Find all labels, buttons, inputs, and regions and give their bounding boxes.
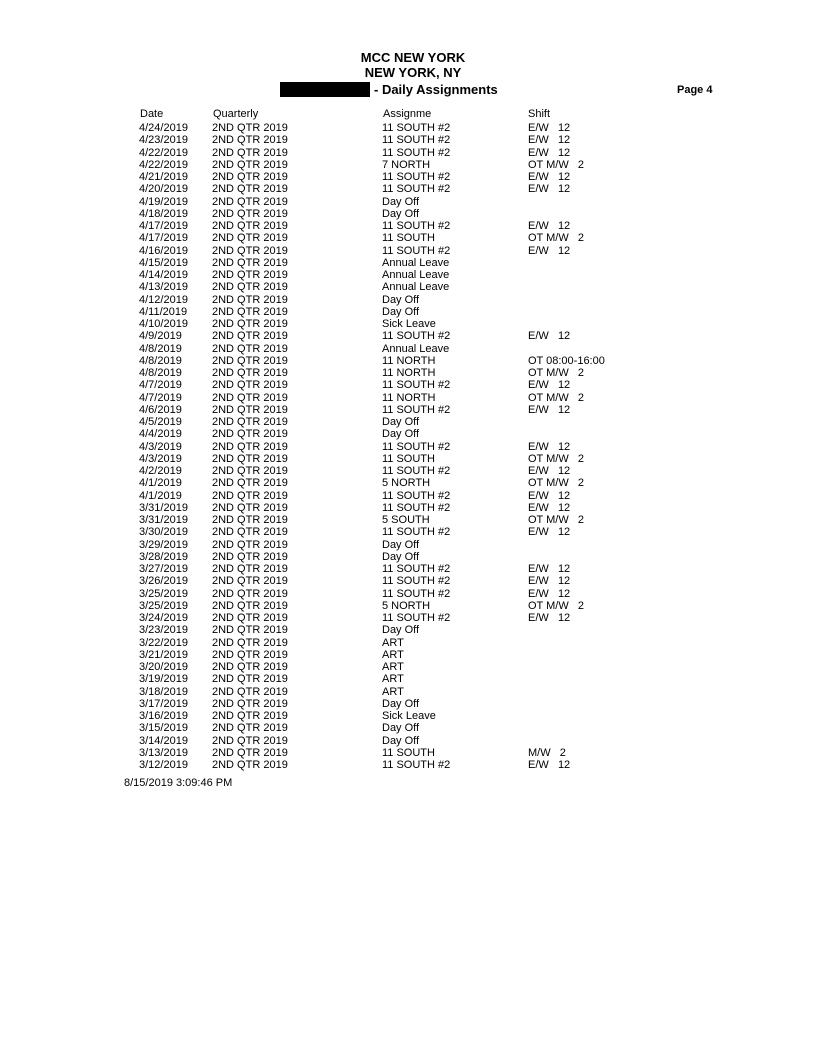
cell-date: 4/15/2019 (139, 256, 188, 269)
cell-assignment: 11 SOUTH #2 (382, 146, 451, 159)
cell-date: 4/8/2019 (139, 354, 182, 367)
cell-shift: OT M/W 2 (528, 514, 585, 526)
cell-quarterly: 2ND QTR 2019 (212, 550, 288, 563)
cell-assignment: 11 SOUTH #2 (382, 440, 451, 453)
cell-assignment: Day Off (382, 305, 420, 318)
cell-assignment: Day Off (382, 195, 420, 208)
cell-shift: E/W 12 (528, 403, 571, 416)
cell-date: 4/23/2019 (139, 134, 188, 147)
cell-date: 4/5/2019 (139, 416, 182, 428)
cell-shift: E/W 12 (528, 244, 571, 257)
cell-shift: OT M/W 2 (528, 599, 585, 612)
cell-assignment: 11 SOUTH #2 (382, 379, 451, 392)
cell-assignment: Sick Leave (382, 710, 436, 722)
cell-assignment: 11 SOUTH #2 (382, 587, 451, 600)
cell-assignment: 5 SOUTH (382, 514, 430, 526)
cell-quarterly: 2ND QTR 2019 (212, 269, 288, 281)
cell-quarterly: 2ND QTR 2019 (212, 673, 288, 686)
cell-quarterly: 2ND QTR 2019 (212, 379, 288, 392)
table-row (0, 232, 816, 244)
cell-quarterly: 2ND QTR 2019 (212, 244, 288, 257)
cell-quarterly: 2ND QTR 2019 (212, 514, 288, 526)
cell-shift: OT M/W 2 (528, 158, 585, 171)
cell-assignment: Day Off (382, 697, 420, 710)
cell-date: 4/6/2019 (139, 403, 182, 416)
cell-quarterly: 2ND QTR 2019 (212, 391, 288, 404)
cell-assignment: Day Off (382, 293, 420, 306)
cell-shift: E/W 12 (528, 330, 571, 343)
cell-date: 3/23/2019 (139, 624, 188, 637)
cell-date: 3/30/2019 (139, 526, 188, 539)
cell-date: 4/17/2019 (139, 220, 188, 232)
cell-date: 3/18/2019 (139, 685, 188, 698)
cell-shift: E/W 12 (528, 526, 571, 539)
cell-assignment: 11 SOUTH #2 (382, 489, 451, 502)
cell-date: 3/31/2019 (139, 514, 188, 526)
cell-shift: E/W 12 (528, 575, 571, 588)
table-row (0, 343, 816, 355)
table-row (0, 575, 816, 587)
cell-quarterly: 2ND QTR 2019 (212, 416, 288, 428)
cell-quarterly: 2ND QTR 2019 (212, 256, 288, 269)
cell-date: 4/4/2019 (139, 428, 182, 441)
cell-quarterly: 2ND QTR 2019 (212, 220, 288, 232)
cell-assignment: 5 NORTH (382, 599, 431, 612)
cell-assignment: 11 SOUTH #2 (382, 759, 451, 771)
cell-quarterly: 2ND QTR 2019 (212, 575, 288, 588)
cell-date: 3/31/2019 (139, 501, 188, 514)
table-row (0, 514, 816, 526)
cell-quarterly: 2ND QTR 2019 (212, 612, 288, 624)
cell-assignment: ART (382, 636, 404, 649)
cell-quarterly: 2ND QTR 2019 (212, 134, 288, 147)
cell-quarterly: 2ND QTR 2019 (212, 685, 288, 698)
cell-assignment: 11 SOUTH #2 (382, 526, 451, 539)
cell-assignment: 7 NORTH (382, 158, 431, 171)
cell-assignment: 11 NORTH (382, 391, 436, 404)
cell-quarterly: 2ND QTR 2019 (212, 183, 288, 196)
cell-quarterly: 2ND QTR 2019 (212, 746, 288, 759)
table-row (0, 257, 816, 269)
cell-date: 3/22/2019 (139, 636, 188, 649)
table-row (0, 306, 816, 318)
cell-shift: E/W 12 (528, 122, 571, 134)
cell-date: 3/21/2019 (139, 648, 188, 661)
cell-assignment: ART (382, 685, 404, 698)
report-subtitle: - Daily Assignments (374, 82, 498, 97)
cell-assignment: 11 SOUTH #2 (382, 244, 451, 257)
cell-date: 3/27/2019 (139, 563, 188, 575)
cell-date: 4/10/2019 (139, 318, 188, 330)
cell-shift: E/W 12 (528, 171, 571, 183)
table-row (0, 490, 816, 502)
cell-assignment: ART (382, 648, 404, 661)
cell-assignment: 11 SOUTH #2 (382, 465, 451, 477)
cell-assignment: 11 SOUTH #2 (382, 122, 451, 134)
cell-assignment: ART (382, 673, 404, 686)
cell-date: 3/26/2019 (139, 575, 188, 588)
column-header-quarterly: Quarterly (213, 108, 259, 120)
cell-shift: E/W 12 (528, 759, 571, 771)
print-timestamp: 8/15/2019 3:09:46 PM (124, 777, 233, 789)
table-row (0, 624, 816, 636)
cell-quarterly: 2ND QTR 2019 (212, 318, 288, 330)
cell-assignment: 11 SOUTH (382, 232, 435, 245)
cell-date: 3/29/2019 (139, 538, 188, 551)
table-row (0, 379, 816, 391)
table-row (0, 477, 816, 489)
cell-quarterly: 2ND QTR 2019 (212, 563, 288, 575)
cell-quarterly: 2ND QTR 2019 (212, 489, 288, 502)
cell-date: 4/21/2019 (139, 171, 188, 183)
cell-assignment: Annual Leave (382, 281, 450, 294)
table-row (0, 183, 816, 195)
table-row (0, 539, 816, 551)
cell-quarterly: 2ND QTR 2019 (212, 342, 288, 355)
cell-quarterly: 2ND QTR 2019 (212, 367, 288, 379)
cell-assignment: Day Off (382, 538, 420, 551)
table-row (0, 465, 816, 477)
table-row (0, 722, 816, 734)
table-row (0, 563, 816, 575)
cell-date: 3/15/2019 (139, 722, 188, 735)
cell-quarterly: 2ND QTR 2019 (212, 281, 288, 294)
cell-date: 4/22/2019 (139, 158, 188, 171)
cell-assignment: 11 NORTH (382, 367, 436, 379)
table-row (0, 612, 816, 624)
redacted-name-block (280, 82, 370, 97)
cell-date: 4/12/2019 (139, 293, 188, 306)
cell-assignment: Day Off (382, 207, 420, 220)
cell-date: 3/14/2019 (139, 734, 188, 747)
cell-shift: E/W 12 (528, 489, 571, 502)
cell-date: 4/16/2019 (139, 244, 188, 257)
cell-assignment: 11 SOUTH #2 (382, 612, 451, 624)
cell-quarterly: 2ND QTR 2019 (212, 599, 288, 612)
cell-assignment: 11 SOUTH #2 (382, 575, 451, 588)
cell-assignment: 11 SOUTH #2 (382, 330, 451, 343)
cell-date: 4/20/2019 (139, 183, 188, 196)
table-row (0, 526, 816, 538)
cell-date: 4/1/2019 (139, 489, 182, 502)
assignment-table (0, 122, 816, 771)
cell-date: 4/19/2019 (139, 195, 188, 208)
table-row (0, 453, 816, 465)
table-row (0, 220, 816, 232)
cell-assignment: Day Off (382, 416, 420, 428)
cell-date: 3/16/2019 (139, 710, 188, 722)
cell-assignment: 11 SOUTH #2 (382, 403, 451, 416)
table-row (0, 637, 816, 649)
table-row (0, 710, 816, 722)
report-title-facility: MCC NEW YORK (360, 50, 466, 65)
cell-assignment: 11 SOUTH #2 (382, 563, 451, 575)
cell-assignment: 11 SOUTH #2 (382, 220, 451, 232)
table-row (0, 686, 816, 698)
table-row (0, 747, 816, 759)
cell-date: 4/9/2019 (139, 330, 182, 343)
cell-date: 3/12/2019 (139, 759, 188, 771)
cell-shift: E/W 12 (528, 146, 571, 159)
cell-shift: M/W 2 (528, 746, 566, 759)
cell-quarterly: 2ND QTR 2019 (212, 207, 288, 220)
cell-assignment: ART (382, 661, 404, 673)
cell-quarterly: 2ND QTR 2019 (212, 305, 288, 318)
cell-shift: E/W 12 (528, 183, 571, 196)
cell-assignment: Day Off (382, 428, 420, 441)
table-row (0, 159, 816, 171)
cell-assignment: 11 NORTH (382, 354, 436, 367)
table-row (0, 355, 816, 367)
cell-shift: OT M/W 2 (528, 477, 585, 490)
cell-assignment: 5 NORTH (382, 477, 431, 490)
cell-assignment: 11 SOUTH #2 (382, 134, 451, 147)
cell-date: 3/20/2019 (139, 661, 188, 673)
cell-date: 3/24/2019 (139, 612, 188, 624)
table-row (0, 245, 816, 257)
cell-date: 4/3/2019 (139, 452, 182, 465)
cell-quarterly: 2ND QTR 2019 (212, 636, 288, 649)
cell-quarterly: 2ND QTR 2019 (212, 293, 288, 306)
cell-shift: OT M/W 2 (528, 391, 585, 404)
cell-date: 3/25/2019 (139, 599, 188, 612)
cell-date: 3/19/2019 (139, 673, 188, 686)
table-row (0, 367, 816, 379)
cell-shift: E/W 12 (528, 587, 571, 600)
cell-date: 4/14/2019 (139, 269, 188, 281)
table-row (0, 134, 816, 146)
column-header-shift: Shift (528, 108, 551, 120)
cell-date: 4/8/2019 (139, 342, 182, 355)
cell-date: 4/7/2019 (139, 391, 182, 404)
table-row (0, 294, 816, 306)
cell-assignment: 11 SOUTH (382, 746, 435, 759)
cell-quarterly: 2ND QTR 2019 (212, 354, 288, 367)
cell-quarterly: 2ND QTR 2019 (212, 624, 288, 637)
table-row (0, 649, 816, 661)
column-header-date: Date (140, 108, 164, 120)
table-row (0, 392, 816, 404)
cell-quarterly: 2ND QTR 2019 (212, 403, 288, 416)
cell-shift: E/W 12 (528, 501, 571, 514)
cell-shift: OT M/W 2 (528, 367, 585, 379)
cell-assignment: Annual Leave (382, 269, 450, 281)
cell-date: 4/11/2019 (139, 305, 188, 318)
cell-assignment: Day Off (382, 624, 420, 637)
cell-quarterly: 2ND QTR 2019 (212, 465, 288, 477)
cell-quarterly: 2ND QTR 2019 (212, 158, 288, 171)
cell-quarterly: 2ND QTR 2019 (212, 171, 288, 183)
cell-shift: E/W 12 (528, 440, 571, 453)
table-row (0, 759, 816, 771)
cell-date: 4/22/2019 (139, 146, 188, 159)
cell-date: 4/17/2019 (139, 232, 188, 245)
table-row (0, 171, 816, 183)
table-row (0, 330, 816, 342)
table-row (0, 416, 816, 428)
cell-assignment: 11 SOUTH #2 (382, 183, 451, 196)
cell-date: 4/1/2019 (139, 477, 182, 490)
cell-assignment: 11 SOUTH (382, 452, 435, 465)
cell-quarterly: 2ND QTR 2019 (212, 526, 288, 539)
table-row (0, 698, 816, 710)
cell-quarterly: 2ND QTR 2019 (212, 538, 288, 551)
cell-quarterly: 2ND QTR 2019 (212, 452, 288, 465)
cell-date: 3/28/2019 (139, 550, 188, 563)
cell-date: 4/13/2019 (139, 281, 188, 294)
cell-assignment: Annual Leave (382, 342, 450, 355)
cell-assignment: Day Off (382, 722, 420, 735)
cell-shift: E/W 12 (528, 563, 571, 575)
table-row (0, 208, 816, 220)
table-row (0, 428, 816, 440)
table-row (0, 661, 816, 673)
cell-quarterly: 2ND QTR 2019 (212, 122, 288, 134)
cell-shift: E/W 12 (528, 465, 571, 477)
report-title-location: NEW YORK, NY (364, 65, 462, 80)
cell-date: 3/13/2019 (139, 746, 188, 759)
table-row (0, 673, 816, 685)
cell-shift: E/W 12 (528, 220, 571, 232)
table-row (0, 318, 816, 330)
table-row (0, 588, 816, 600)
cell-shift: OT M/W 2 (528, 452, 585, 465)
cell-quarterly: 2ND QTR 2019 (212, 428, 288, 441)
cell-date: 3/17/2019 (139, 697, 188, 710)
cell-shift: E/W 12 (528, 379, 571, 392)
cell-assignment: 11 SOUTH #2 (382, 501, 451, 514)
cell-assignment: Day Off (382, 550, 420, 563)
table-row (0, 404, 816, 416)
table-row (0, 502, 816, 514)
table-row (0, 441, 816, 453)
cell-date: 4/18/2019 (139, 207, 188, 220)
cell-quarterly: 2ND QTR 2019 (212, 734, 288, 747)
cell-shift: OT M/W 2 (528, 232, 585, 245)
cell-quarterly: 2ND QTR 2019 (212, 195, 288, 208)
cell-quarterly: 2ND QTR 2019 (212, 661, 288, 673)
table-row (0, 122, 816, 134)
column-header-assignment: Assignme (383, 108, 432, 120)
cell-quarterly: 2ND QTR 2019 (212, 759, 288, 771)
cell-date: 3/25/2019 (139, 587, 188, 600)
cell-shift: E/W 12 (528, 612, 571, 624)
cell-quarterly: 2ND QTR 2019 (212, 477, 288, 490)
table-row (0, 551, 816, 563)
cell-quarterly: 2ND QTR 2019 (212, 440, 288, 453)
cell-date: 4/8/2019 (139, 367, 182, 379)
cell-assignment: Day Off (382, 734, 420, 747)
cell-date: 4/7/2019 (139, 379, 182, 392)
cell-shift: OT 08:00-16:00 (528, 354, 605, 367)
cell-assignment: Annual Leave (382, 256, 450, 269)
cell-quarterly: 2ND QTR 2019 (212, 501, 288, 514)
cell-date: 4/2/2019 (139, 465, 182, 477)
cell-quarterly: 2ND QTR 2019 (212, 697, 288, 710)
cell-quarterly: 2ND QTR 2019 (212, 232, 288, 245)
page-number: Page 4 (677, 84, 713, 96)
cell-shift: E/W 12 (528, 134, 571, 147)
cell-date: 4/3/2019 (139, 440, 182, 453)
cell-quarterly: 2ND QTR 2019 (212, 722, 288, 735)
table-row (0, 147, 816, 159)
table-row (0, 269, 816, 281)
table-row (0, 735, 816, 747)
cell-quarterly: 2ND QTR 2019 (212, 587, 288, 600)
table-row (0, 600, 816, 612)
cell-quarterly: 2ND QTR 2019 (212, 330, 288, 343)
cell-quarterly: 2ND QTR 2019 (212, 710, 288, 722)
table-row (0, 281, 816, 293)
cell-quarterly: 2ND QTR 2019 (212, 648, 288, 661)
cell-date: 4/24/2019 (139, 122, 188, 134)
cell-assignment: 11 SOUTH #2 (382, 171, 451, 183)
cell-assignment: Sick Leave (382, 318, 436, 330)
cell-quarterly: 2ND QTR 2019 (212, 146, 288, 159)
table-row (0, 196, 816, 208)
